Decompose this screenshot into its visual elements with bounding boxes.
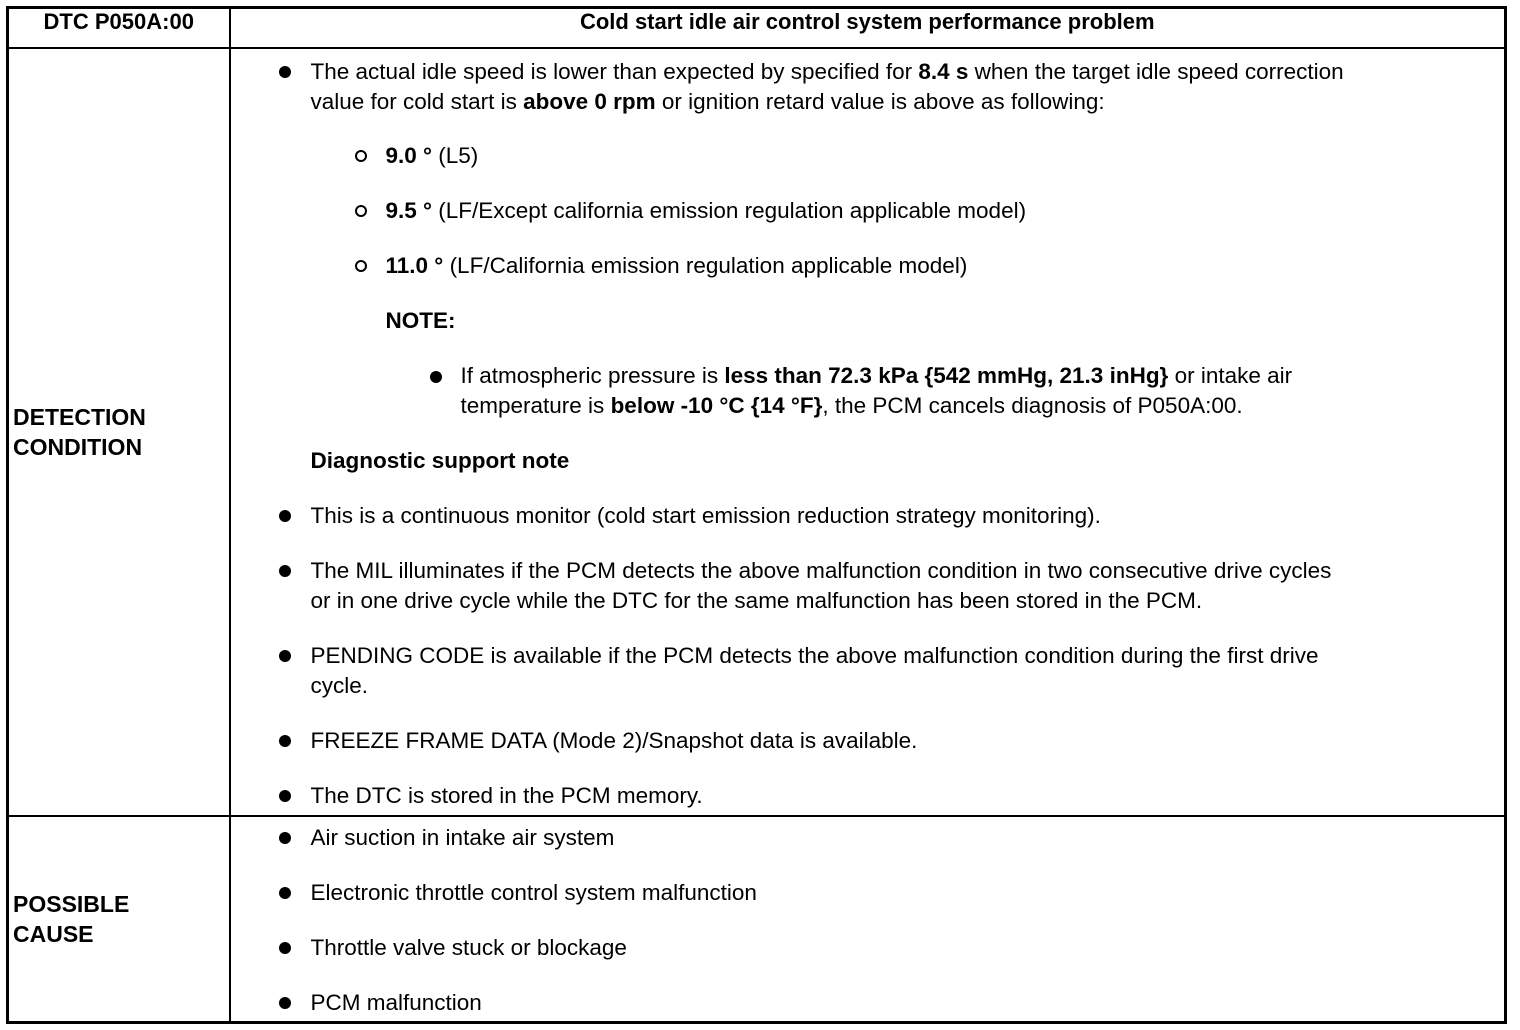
bullet-icon: [279, 790, 291, 802]
dtc-title-cell: [230, 8, 1506, 49]
cause-label: [8, 816, 230, 1023]
circle-bullet-icon: [355, 260, 367, 272]
cause-row: [8, 816, 1506, 1023]
detection-label-line2: CONDITION: [13, 434, 143, 461]
bullet-icon: [279, 942, 291, 954]
main-condition-line1: The actual idle speed is lower than expected by specified for 8.4 s when the target idle speed correction: [310, 59, 1344, 85]
detection-content: [230, 48, 1506, 816]
main-condition-line2: value for cold start is above 0 rpm or ignition retard value is above as following:: [310, 89, 1105, 115]
support-note-5: The DTC is stored in the PCM memory.: [310, 783, 703, 809]
support-note-4: FREEZE FRAME DATA (Mode 2)/Snapshot data is available.: [310, 728, 918, 754]
support-note-2-line1: The MIL illuminates if the PCM detects the above malfunction condition in two consecutive drive cycles: [310, 558, 1332, 584]
circle-bullet-icon: [355, 150, 367, 162]
retard-item-3: 11.0 ° (LF/California emission regulation applicable model): [385, 253, 968, 279]
retard-item-1: 9.0 ° (L5): [385, 143, 479, 169]
note-line2: temperature is below -10 °C {14 °F}, the PCM cancels diagnosis of P050A:00.: [460, 393, 1243, 419]
cause-item: Throttle valve stuck or blockage: [310, 934, 627, 960]
bullet-icon: [279, 735, 291, 747]
support-note-3-line1: PENDING CODE is available if the PCM detects the above malfunction condition during the first drive: [310, 643, 1319, 669]
bullet-icon: [279, 565, 291, 577]
bullet-icon: [279, 887, 291, 899]
support-note-1: This is a continuous monitor (cold start emission reduction strategy monitoring).: [310, 503, 1101, 529]
support-note-3-line2: cycle.: [310, 673, 369, 699]
cause-label-line1: POSSIBLE: [13, 890, 130, 917]
support-title: Diagnostic support note: [310, 448, 570, 474]
circle-bullet-icon: [355, 205, 367, 217]
dtc-code: DTC P050A:00: [43, 9, 194, 34]
dtc-title: Cold start idle air control system performance problem: [579, 9, 1155, 34]
cause-item: Electronic throttle control system malfunction: [310, 879, 757, 905]
detection-row: [8, 48, 1506, 816]
bullet-icon: [430, 371, 442, 383]
bullet-icon: [279, 650, 291, 662]
retard-item-2: 9.5 ° (LF/Except california emission regulation applicable model): [385, 198, 1027, 224]
dtc-code-cell: [8, 8, 230, 49]
bullet-icon: [279, 997, 291, 1009]
note-line1: If atmospheric pressure is less than 72.3 kPa {542 mmHg, 21.3 inHg} or intake air: [460, 363, 1293, 389]
cause-content: [230, 816, 1506, 1023]
cause-item: PCM malfunction: [310, 989, 482, 1015]
cause-label-line2: CAUSE: [13, 920, 94, 947]
bullet-icon: [279, 66, 291, 78]
cause-item: Air suction in intake air system: [310, 824, 615, 850]
note-label: NOTE:: [385, 308, 456, 334]
support-note-2-line2: or in one drive cycle while the DTC for the same malfunction has been stored in the PCM.: [310, 588, 1203, 614]
detection-label: [8, 48, 230, 816]
dtc-table: [6, 6, 1507, 1024]
bullet-icon: [279, 832, 291, 844]
detection-label-line1: DETECTION: [13, 404, 146, 431]
header-row: [8, 8, 1506, 49]
bullet-icon: [279, 510, 291, 522]
